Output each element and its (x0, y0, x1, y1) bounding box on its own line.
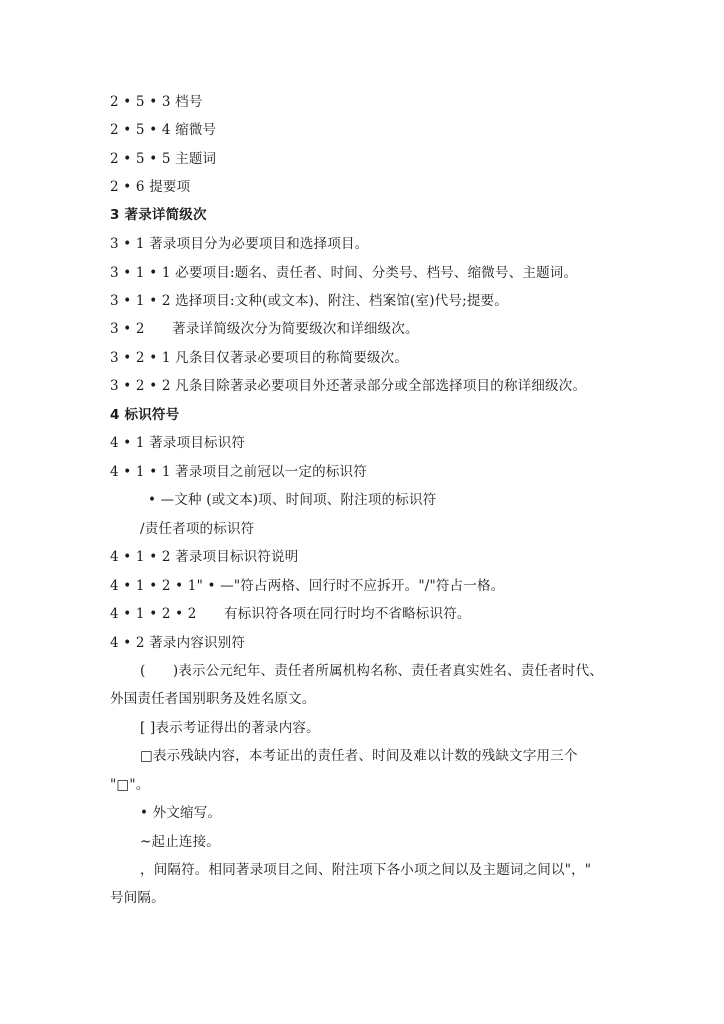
section-heading-3: 3 著录详简级次 (110, 207, 207, 223)
text-line-3-2-2: 3 • 2 • 2 凡条目除著录必要项目外还著录部分或全部选择项目的称详细级次。 (110, 378, 587, 394)
text-line-square-box: □表示残缺内容，本考证出的责任者、时间及难以计数的残缺文字用三个 (140, 748, 578, 764)
text-line-3-2-1: 3 • 2 • 1 凡条目仅著录必要项目的称简要级次。 (110, 350, 409, 366)
text-line-parentheses: ( )表示公元纪年、责任者所属机构名称、责任者真实姓名、责任者时代、 (140, 663, 604, 679)
text-line-3-2: 3 • 2 著录详简级次分为简要级次和详细级次。 (110, 321, 419, 337)
text-line-4-1-2-2: 4 • 1 • 2 • 2 有标识符各项在同行时均不省略标识符。 (110, 606, 471, 622)
text-line-4-1: 4 • 1 著录项目标识符 (110, 435, 246, 451)
text-line-3-1-2: 3 • 1 • 2 选择项目:文种(或文本)、附注、档案馆(室)代号;提要。 (110, 293, 508, 309)
text-line-brackets: [ ]表示考证得出的著录内容。 (140, 720, 320, 736)
text-line-tilde: ~起止连接。 (140, 834, 221, 850)
text-line-square-box-cont: "□"。 (110, 777, 150, 793)
text-line-4-1-2-1: 4 • 1 • 2 • 1" • —"符占两格、回行时不应拆开。"/"符占一格。 (110, 578, 505, 594)
text-line-3-1-1: 3 • 1 • 1 必要项目:题名、责任者、时间、分类号、档号、缩微号、主题词。 (110, 265, 578, 281)
text-line-2-5-5: 2 • 5 • 5 主题词 (110, 151, 217, 167)
text-line-abbreviation-dot: • 外文缩写。 (140, 805, 222, 821)
text-line-4-1-1: 4 • 1 • 1 著录项目之前冠以一定的标识符 (110, 464, 367, 480)
text-line-comma-separator: ，间隔符。相同著录项目之间、附注项下各小项之间以及主题词之间以"，" (140, 862, 592, 878)
section-heading-4: 4 标识符号 (110, 407, 180, 423)
text-line-comma-separator-cont: 号间隔。 (110, 890, 165, 906)
text-line-2-5-3: 2 • 5 • 3 档号 (110, 94, 203, 110)
text-line-4-2: 4 • 2 著录内容识别符 (110, 635, 246, 651)
text-line-separator-slash: /责任者项的标识符 (140, 521, 255, 537)
text-line-separator-dot-dash: • —文种 (或文本)项、时间项、附注项的标识符 (148, 492, 437, 508)
text-line-4-1-2: 4 • 1 • 2 著录项目标识符说明 (110, 549, 299, 565)
text-line-parentheses-cont: 外国责任者国别职务及姓名原文。 (110, 691, 316, 707)
text-line-2-5-4: 2 • 5 • 4 缩微号 (110, 122, 217, 138)
text-line-2-6: 2 • 6 提要项 (110, 179, 191, 195)
text-line-3-1: 3 • 1 著录项目分为必要项目和选择项目。 (110, 236, 369, 252)
